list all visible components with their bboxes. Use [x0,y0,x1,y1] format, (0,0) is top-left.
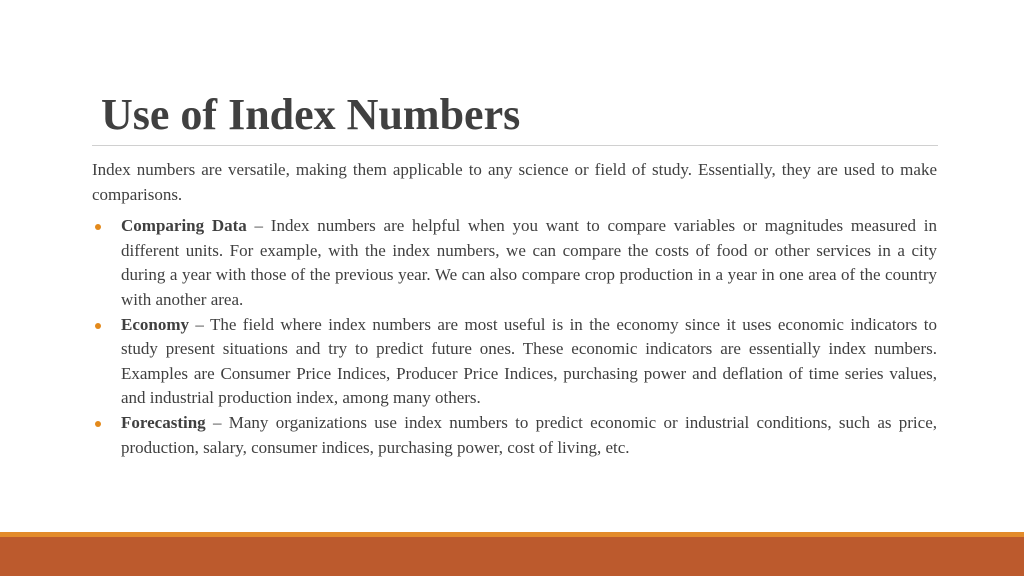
bullet-list [92,214,937,460]
slide-title: Use of Index Numbers [101,90,521,139]
slide-body [92,158,937,460]
intro-paragraph: Index numbers are versatile, making them applicable to any science or field of study. Essentially, they are used to make comparisons. [92,160,937,204]
bullet-term: Economy [121,314,189,334]
bullet-text: – The field where index numbers are most useful is in the economy since it uses economic indicators to study present situations and try to predict future ones. These economic indicators are essentially index numbers. Examples are Consumer Price Indices, Producer Price Indices, purchasing power and deflation of time series values, and industrial production index, among many others. [121,314,937,408]
bullet-dot-icon [95,421,101,427]
title-divider [92,145,938,146]
bullet-item-economy [92,313,937,411]
bullet-dot-icon [95,224,101,230]
bullet-text: – Many organizations use index numbers to predict economic or industrial conditions, such as price, production, salary, consumer indices, purchasing power, cost of living, etc. [121,412,937,457]
bullet-item-comparing-data [92,214,937,312]
bullet-item-forecasting [92,411,937,460]
bullet-dot-icon [95,323,101,329]
bullet-term: Comparing Data [121,216,247,236]
bullet-text: – Index numbers are helpful when you want to compare variables or magnitudes measured in different units. For example, with the index numbers, we can compare the costs of food or other services in a city during a year with those of the previous year. We can also compare crop production in a year in one area of the country with another area. [121,216,937,309]
bullet-term: Forecasting [121,412,206,432]
footer-band [0,537,1024,576]
